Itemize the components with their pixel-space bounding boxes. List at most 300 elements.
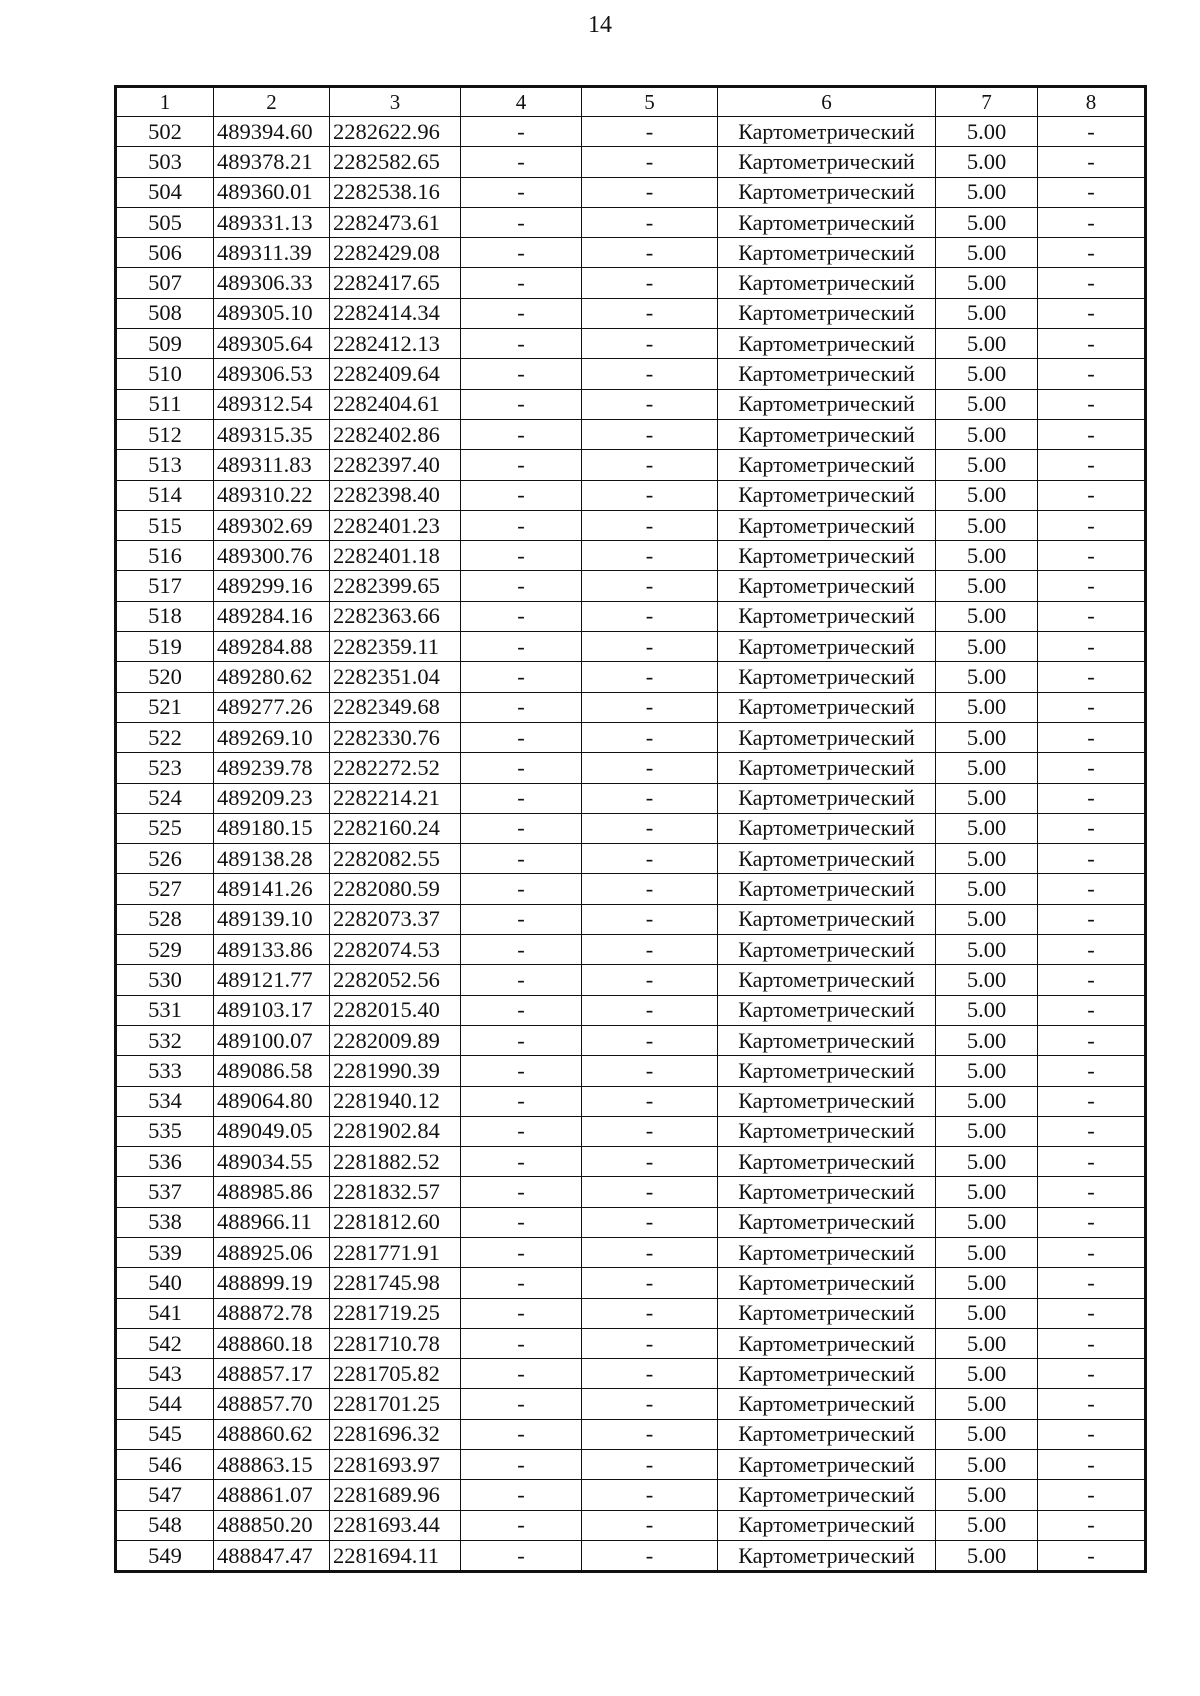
y-coordinate-cell: 2282214.21: [330, 783, 461, 813]
method-cell: Картометрический: [718, 510, 936, 540]
accuracy-cell: 5.00: [936, 1359, 1038, 1389]
accuracy-cell: 5.00: [936, 207, 1038, 237]
col8-cell: -: [1038, 874, 1146, 904]
col4-cell: -: [461, 1116, 582, 1146]
x-coordinate-cell: 489302.69: [214, 510, 330, 540]
y-coordinate-cell: 2281812.60: [330, 1207, 461, 1237]
y-coordinate-cell: 2282397.40: [330, 450, 461, 480]
col4-cell: -: [461, 359, 582, 389]
method-cell: Картометрический: [718, 238, 936, 268]
point-number-cell: 536: [116, 1147, 214, 1177]
table-row: [116, 1116, 1146, 1146]
method-cell: Картометрический: [718, 995, 936, 1025]
y-coordinate-cell: 2281694.11: [330, 1540, 461, 1571]
method-cell: Картометрический: [718, 571, 936, 601]
header-cell: 8: [1038, 87, 1146, 117]
accuracy-cell: 5.00: [936, 1419, 1038, 1449]
table-row: [116, 238, 1146, 268]
col5-cell: -: [582, 632, 718, 662]
y-coordinate-cell: 2282015.40: [330, 995, 461, 1025]
col4-cell: -: [461, 419, 582, 449]
method-cell: Картометрический: [718, 1389, 936, 1419]
col4-cell: -: [461, 722, 582, 752]
table-row: [116, 632, 1146, 662]
y-coordinate-cell: 2282080.59: [330, 874, 461, 904]
accuracy-cell: 5.00: [936, 692, 1038, 722]
method-cell: Картометрический: [718, 450, 936, 480]
col5-cell: -: [582, 1237, 718, 1267]
col8-cell: -: [1038, 541, 1146, 571]
table-row: [116, 571, 1146, 601]
col8-cell: -: [1038, 813, 1146, 843]
accuracy-cell: 5.00: [936, 541, 1038, 571]
method-cell: Картометрический: [718, 1268, 936, 1298]
col5-cell: -: [582, 571, 718, 601]
col5-cell: -: [582, 541, 718, 571]
table-body: [116, 117, 1146, 1572]
table-row: [116, 813, 1146, 843]
col5-cell: -: [582, 359, 718, 389]
page-number: 14: [588, 12, 612, 38]
col8-cell: -: [1038, 1147, 1146, 1177]
accuracy-cell: 5.00: [936, 904, 1038, 934]
method-cell: Картометрический: [718, 965, 936, 995]
x-coordinate-cell: 488857.70: [214, 1389, 330, 1419]
x-coordinate-cell: 489394.60: [214, 117, 330, 147]
method-cell: Картометрический: [718, 632, 936, 662]
col5-cell: -: [582, 1147, 718, 1177]
col5-cell: -: [582, 995, 718, 1025]
col8-cell: -: [1038, 1328, 1146, 1358]
col8-cell: -: [1038, 450, 1146, 480]
col5-cell: -: [582, 1116, 718, 1146]
x-coordinate-cell: 489299.16: [214, 571, 330, 601]
col4-cell: -: [461, 1389, 582, 1419]
col5-cell: -: [582, 1328, 718, 1358]
accuracy-cell: 5.00: [936, 995, 1038, 1025]
method-cell: Картометрический: [718, 935, 936, 965]
point-number-cell: 506: [116, 238, 214, 268]
header-cell: 7: [936, 87, 1038, 117]
col5-cell: -: [582, 450, 718, 480]
col8-cell: -: [1038, 571, 1146, 601]
col8-cell: -: [1038, 1207, 1146, 1237]
col4-cell: -: [461, 1480, 582, 1510]
col5-cell: -: [582, 480, 718, 510]
col4-cell: -: [461, 1056, 582, 1086]
y-coordinate-cell: 2282073.37: [330, 904, 461, 934]
x-coordinate-cell: 489284.88: [214, 632, 330, 662]
table-row: [116, 965, 1146, 995]
x-coordinate-cell: 489360.01: [214, 177, 330, 207]
col5-cell: -: [582, 692, 718, 722]
col8-cell: -: [1038, 1237, 1146, 1267]
col4-cell: -: [461, 1328, 582, 1358]
point-number-cell: 523: [116, 753, 214, 783]
y-coordinate-cell: 2281689.96: [330, 1480, 461, 1510]
x-coordinate-cell: 489049.05: [214, 1116, 330, 1146]
col5-cell: -: [582, 1540, 718, 1571]
col5-cell: -: [582, 1177, 718, 1207]
x-coordinate-cell: 489312.54: [214, 389, 330, 419]
table-row: [116, 1086, 1146, 1116]
table-row: [116, 783, 1146, 813]
table-row: [116, 1419, 1146, 1449]
col4-cell: -: [461, 813, 582, 843]
point-number-cell: 516: [116, 541, 214, 571]
y-coordinate-cell: 2282363.66: [330, 601, 461, 631]
method-cell: Картометрический: [718, 1116, 936, 1146]
col5-cell: -: [582, 1086, 718, 1116]
accuracy-cell: 5.00: [936, 1237, 1038, 1267]
table-row: [116, 1359, 1146, 1389]
y-coordinate-cell: 2282399.65: [330, 571, 461, 601]
y-coordinate-cell: 2281771.91: [330, 1237, 461, 1267]
col4-cell: -: [461, 510, 582, 540]
x-coordinate-cell: 488861.07: [214, 1480, 330, 1510]
col8-cell: -: [1038, 177, 1146, 207]
y-coordinate-cell: 2281745.98: [330, 1268, 461, 1298]
col4-cell: -: [461, 480, 582, 510]
col8-cell: -: [1038, 995, 1146, 1025]
x-coordinate-cell: 489209.23: [214, 783, 330, 813]
col8-cell: -: [1038, 1056, 1146, 1086]
method-cell: Картометрический: [718, 813, 936, 843]
col4-cell: -: [461, 571, 582, 601]
y-coordinate-cell: 2282473.61: [330, 207, 461, 237]
table-row: [116, 1177, 1146, 1207]
x-coordinate-cell: 489311.83: [214, 450, 330, 480]
header-cell: 5: [582, 87, 718, 117]
col8-cell: -: [1038, 1389, 1146, 1419]
y-coordinate-cell: 2281701.25: [330, 1389, 461, 1419]
accuracy-cell: 5.00: [936, 268, 1038, 298]
header-cell: 6: [718, 87, 936, 117]
method-cell: Картометрический: [718, 1450, 936, 1480]
col5-cell: -: [582, 813, 718, 843]
x-coordinate-cell: 489284.16: [214, 601, 330, 631]
point-number-cell: 505: [116, 207, 214, 237]
point-number-cell: 528: [116, 904, 214, 934]
x-coordinate-cell: 489311.39: [214, 238, 330, 268]
method-cell: Картометрический: [718, 1510, 936, 1540]
col4-cell: -: [461, 1177, 582, 1207]
x-coordinate-cell: 488857.17: [214, 1359, 330, 1389]
x-coordinate-cell: 489100.07: [214, 1025, 330, 1055]
accuracy-cell: 5.00: [936, 1086, 1038, 1116]
point-number-cell: 537: [116, 1177, 214, 1207]
accuracy-cell: 5.00: [936, 298, 1038, 328]
table-row: [116, 480, 1146, 510]
col8-cell: -: [1038, 359, 1146, 389]
col8-cell: -: [1038, 1450, 1146, 1480]
point-number-cell: 547: [116, 1480, 214, 1510]
point-number-cell: 539: [116, 1237, 214, 1267]
col4-cell: -: [461, 1298, 582, 1328]
x-coordinate-cell: 488860.62: [214, 1419, 330, 1449]
method-cell: Картометрический: [718, 662, 936, 692]
col5-cell: -: [582, 1298, 718, 1328]
table-row: [116, 722, 1146, 752]
method-cell: Картометрический: [718, 692, 936, 722]
accuracy-cell: 5.00: [936, 632, 1038, 662]
point-number-cell: 542: [116, 1328, 214, 1358]
x-coordinate-cell: 489269.10: [214, 722, 330, 752]
table-row: [116, 1147, 1146, 1177]
col4-cell: -: [461, 1540, 582, 1571]
col4-cell: -: [461, 1207, 582, 1237]
method-cell: Картометрический: [718, 480, 936, 510]
method-cell: Картометрический: [718, 389, 936, 419]
x-coordinate-cell: 489280.62: [214, 662, 330, 692]
accuracy-cell: 5.00: [936, 177, 1038, 207]
col8-cell: -: [1038, 329, 1146, 359]
col8-cell: -: [1038, 1025, 1146, 1055]
y-coordinate-cell: 2281990.39: [330, 1056, 461, 1086]
table-row: [116, 177, 1146, 207]
col5-cell: -: [582, 238, 718, 268]
col4-cell: -: [461, 1147, 582, 1177]
x-coordinate-cell: 488985.86: [214, 1177, 330, 1207]
col8-cell: -: [1038, 1540, 1146, 1571]
y-coordinate-cell: 2281832.57: [330, 1177, 461, 1207]
method-cell: Картометрический: [718, 874, 936, 904]
y-coordinate-cell: 2281693.44: [330, 1510, 461, 1540]
point-number-cell: 511: [116, 389, 214, 419]
table-row: [116, 662, 1146, 692]
table-row: [116, 450, 1146, 480]
accuracy-cell: 5.00: [936, 510, 1038, 540]
accuracy-cell: 5.00: [936, 329, 1038, 359]
table-row: [116, 419, 1146, 449]
col4-cell: -: [461, 329, 582, 359]
table-row: [116, 1450, 1146, 1480]
x-coordinate-cell: 489315.35: [214, 419, 330, 449]
col4-cell: -: [461, 965, 582, 995]
col5-cell: -: [582, 935, 718, 965]
accuracy-cell: 5.00: [936, 389, 1038, 419]
method-cell: Картометрический: [718, 298, 936, 328]
y-coordinate-cell: 2281940.12: [330, 1086, 461, 1116]
col4-cell: -: [461, 692, 582, 722]
col5-cell: -: [582, 1510, 718, 1540]
y-coordinate-cell: 2282401.18: [330, 541, 461, 571]
x-coordinate-cell: 488872.78: [214, 1298, 330, 1328]
x-coordinate-cell: 489133.86: [214, 935, 330, 965]
accuracy-cell: 5.00: [936, 571, 1038, 601]
accuracy-cell: 5.00: [936, 662, 1038, 692]
point-number-cell: 532: [116, 1025, 214, 1055]
table-row: [116, 874, 1146, 904]
col8-cell: -: [1038, 1419, 1146, 1449]
method-cell: Картометрический: [718, 1419, 936, 1449]
accuracy-cell: 5.00: [936, 117, 1038, 147]
col5-cell: -: [582, 662, 718, 692]
col4-cell: -: [461, 177, 582, 207]
method-cell: Картометрический: [718, 329, 936, 359]
x-coordinate-cell: 489141.26: [214, 874, 330, 904]
accuracy-cell: 5.00: [936, 601, 1038, 631]
col4-cell: -: [461, 1419, 582, 1449]
point-number-cell: 508: [116, 298, 214, 328]
point-number-cell: 514: [116, 480, 214, 510]
x-coordinate-cell: 489064.80: [214, 1086, 330, 1116]
x-coordinate-cell: 489034.55: [214, 1147, 330, 1177]
col5-cell: -: [582, 389, 718, 419]
header-cell: 1: [116, 87, 214, 117]
y-coordinate-cell: 2282417.65: [330, 268, 461, 298]
y-coordinate-cell: 2282412.13: [330, 329, 461, 359]
point-number-cell: 546: [116, 1450, 214, 1480]
col8-cell: -: [1038, 1116, 1146, 1146]
x-coordinate-cell: 489086.58: [214, 1056, 330, 1086]
point-number-cell: 530: [116, 965, 214, 995]
method-cell: Картометрический: [718, 1177, 936, 1207]
col5-cell: -: [582, 1025, 718, 1055]
y-coordinate-cell: 2282414.34: [330, 298, 461, 328]
point-number-cell: 515: [116, 510, 214, 540]
table-row: [116, 995, 1146, 1025]
col8-cell: -: [1038, 1086, 1146, 1116]
col8-cell: -: [1038, 1480, 1146, 1510]
accuracy-cell: 5.00: [936, 1268, 1038, 1298]
col4-cell: -: [461, 147, 582, 177]
y-coordinate-cell: 2281710.78: [330, 1328, 461, 1358]
x-coordinate-cell: 488966.11: [214, 1207, 330, 1237]
col8-cell: -: [1038, 238, 1146, 268]
col8-cell: -: [1038, 783, 1146, 813]
col4-cell: -: [461, 753, 582, 783]
accuracy-cell: 5.00: [936, 1450, 1038, 1480]
x-coordinate-cell: 489103.17: [214, 995, 330, 1025]
point-number-cell: 504: [116, 177, 214, 207]
method-cell: Картометрический: [718, 904, 936, 934]
method-cell: Картометрический: [718, 753, 936, 783]
point-number-cell: 521: [116, 692, 214, 722]
col8-cell: -: [1038, 1298, 1146, 1328]
x-coordinate-cell: 489300.76: [214, 541, 330, 571]
col4-cell: -: [461, 844, 582, 874]
x-coordinate-cell: 488860.18: [214, 1328, 330, 1358]
col5-cell: -: [582, 783, 718, 813]
accuracy-cell: 5.00: [936, 1116, 1038, 1146]
table-row: [116, 298, 1146, 328]
col4-cell: -: [461, 117, 582, 147]
col5-cell: -: [582, 419, 718, 449]
col4-cell: -: [461, 783, 582, 813]
table-row: [116, 692, 1146, 722]
x-coordinate-cell: 489239.78: [214, 753, 330, 783]
method-cell: Картометрический: [718, 1207, 936, 1237]
col5-cell: -: [582, 1207, 718, 1237]
point-number-cell: 526: [116, 844, 214, 874]
accuracy-cell: 5.00: [936, 753, 1038, 783]
col8-cell: -: [1038, 268, 1146, 298]
method-cell: Картометрический: [718, 1480, 936, 1510]
col4-cell: -: [461, 238, 582, 268]
point-number-cell: 525: [116, 813, 214, 843]
accuracy-cell: 5.00: [936, 1480, 1038, 1510]
col5-cell: -: [582, 1480, 718, 1510]
col4-cell: -: [461, 450, 582, 480]
col8-cell: -: [1038, 207, 1146, 237]
table-row: [116, 1025, 1146, 1055]
accuracy-cell: 5.00: [936, 844, 1038, 874]
point-number-cell: 517: [116, 571, 214, 601]
y-coordinate-cell: 2282009.89: [330, 1025, 461, 1055]
point-number-cell: 535: [116, 1116, 214, 1146]
point-number-cell: 540: [116, 1268, 214, 1298]
method-cell: Картометрический: [718, 117, 936, 147]
table-row: [116, 329, 1146, 359]
method-cell: Картометрический: [718, 783, 936, 813]
method-cell: Картометрический: [718, 177, 936, 207]
x-coordinate-cell: 488850.20: [214, 1510, 330, 1540]
point-number-cell: 549: [116, 1540, 214, 1571]
col8-cell: -: [1038, 692, 1146, 722]
y-coordinate-cell: 2282404.61: [330, 389, 461, 419]
point-number-cell: 518: [116, 601, 214, 631]
col4-cell: -: [461, 632, 582, 662]
point-number-cell: 519: [116, 632, 214, 662]
col8-cell: -: [1038, 117, 1146, 147]
x-coordinate-cell: 489310.22: [214, 480, 330, 510]
col5-cell: -: [582, 510, 718, 540]
accuracy-cell: 5.00: [936, 1056, 1038, 1086]
col4-cell: -: [461, 1359, 582, 1389]
method-cell: Картометрический: [718, 419, 936, 449]
table-row: [116, 1237, 1146, 1267]
accuracy-cell: 5.00: [936, 147, 1038, 177]
method-cell: Картометрический: [718, 147, 936, 177]
x-coordinate-cell: 489306.33: [214, 268, 330, 298]
point-number-cell: 503: [116, 147, 214, 177]
point-number-cell: 545: [116, 1419, 214, 1449]
header-cell: 3: [330, 87, 461, 117]
col5-cell: -: [582, 874, 718, 904]
method-cell: Картометрический: [718, 1147, 936, 1177]
y-coordinate-cell: 2282351.04: [330, 662, 461, 692]
method-cell: Картометрический: [718, 1086, 936, 1116]
y-coordinate-cell: 2282074.53: [330, 935, 461, 965]
y-coordinate-cell: 2282538.16: [330, 177, 461, 207]
point-number-cell: 513: [116, 450, 214, 480]
method-cell: Картометрический: [718, 207, 936, 237]
method-cell: Картометрический: [718, 1298, 936, 1328]
point-number-cell: 538: [116, 1207, 214, 1237]
col4-cell: -: [461, 389, 582, 419]
y-coordinate-cell: 2282272.52: [330, 753, 461, 783]
point-number-cell: 507: [116, 268, 214, 298]
col5-cell: -: [582, 722, 718, 752]
accuracy-cell: 5.00: [936, 450, 1038, 480]
point-number-cell: 541: [116, 1298, 214, 1328]
point-number-cell: 534: [116, 1086, 214, 1116]
table-row: [116, 268, 1146, 298]
method-cell: Картометрический: [718, 601, 936, 631]
col8-cell: -: [1038, 904, 1146, 934]
table-row: [116, 510, 1146, 540]
y-coordinate-cell: 2281882.52: [330, 1147, 461, 1177]
point-number-cell: 512: [116, 419, 214, 449]
col8-cell: -: [1038, 965, 1146, 995]
point-number-cell: 543: [116, 1359, 214, 1389]
col5-cell: -: [582, 1359, 718, 1389]
accuracy-cell: 5.00: [936, 359, 1038, 389]
col4-cell: -: [461, 1086, 582, 1116]
accuracy-cell: 5.00: [936, 238, 1038, 268]
y-coordinate-cell: 2282402.86: [330, 419, 461, 449]
